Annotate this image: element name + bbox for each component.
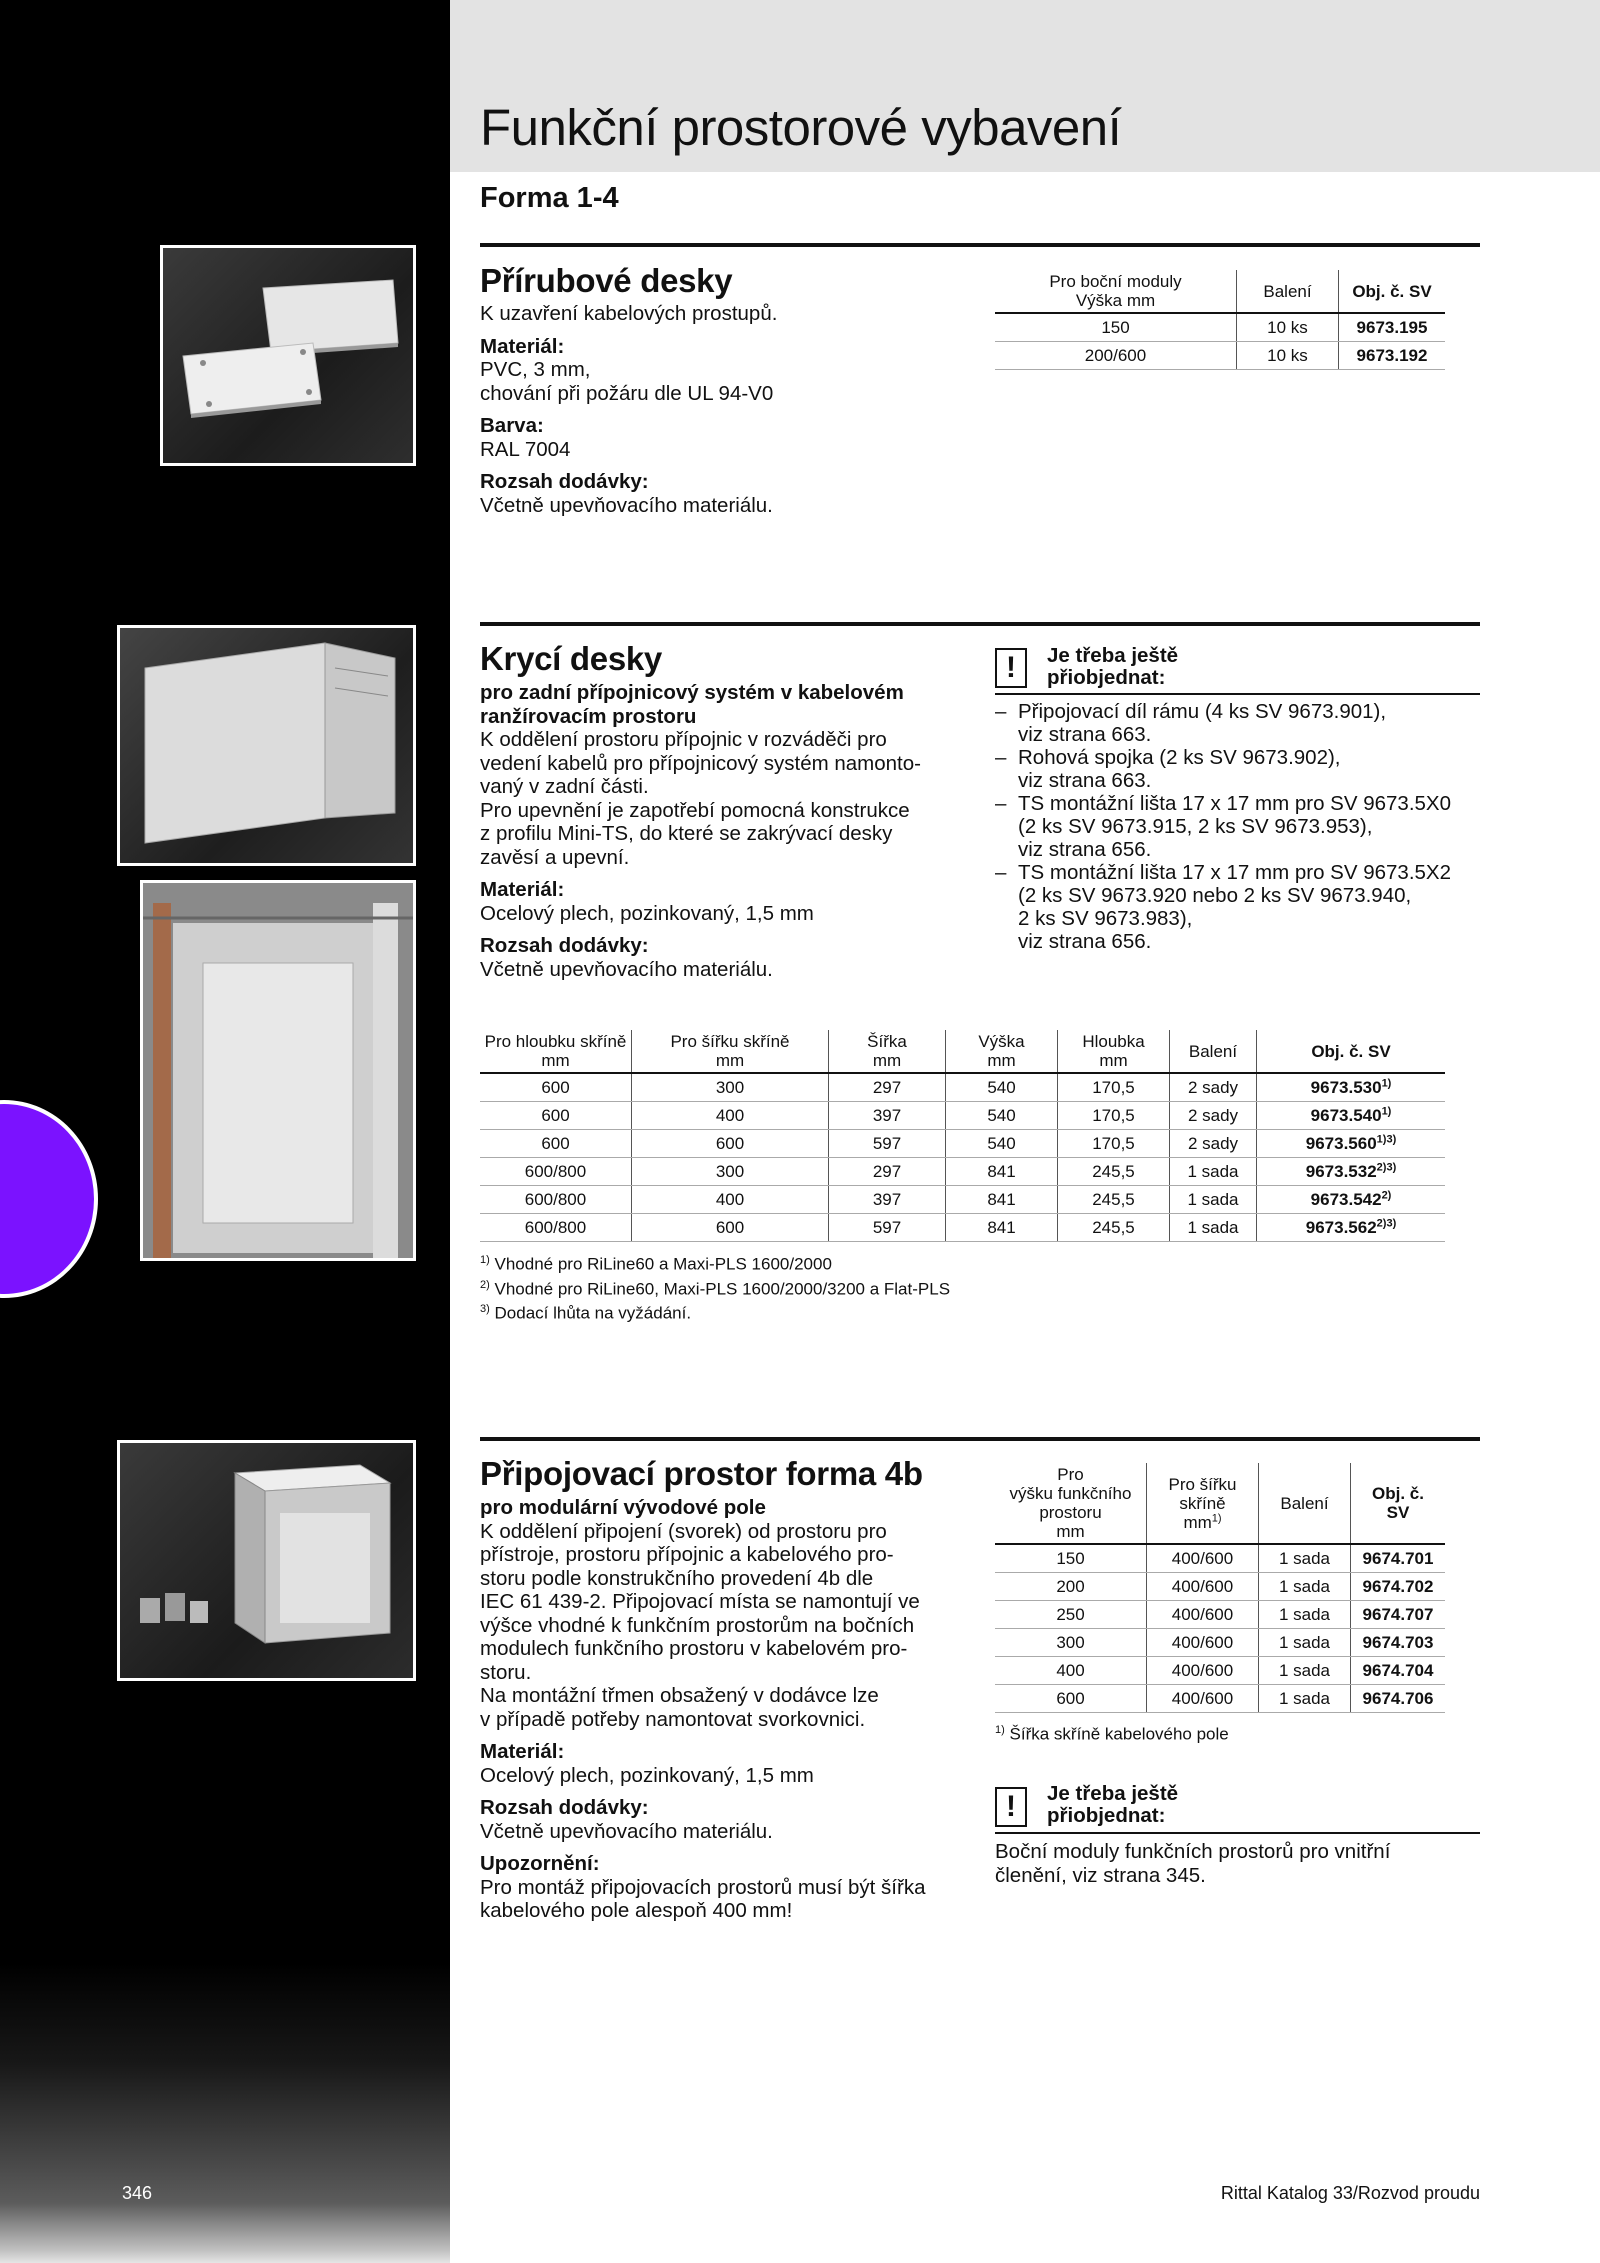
connection-compartment-title: Připojovací prostor forma 4b	[480, 1455, 923, 1492]
connection-compartment-photo	[117, 1440, 416, 1681]
table-cell: 400	[632, 1186, 829, 1214]
table-cell: 9673.540$^{1)}$	[1257, 1102, 1446, 1130]
enclosure-interior-image	[143, 883, 413, 1258]
flange-plates-image	[163, 248, 413, 463]
intro-text: K uzavření kabelových prostupů.	[480, 302, 778, 325]
table-cell: 1 sada	[1170, 1158, 1257, 1186]
table-cell: 1 sada	[1259, 1629, 1351, 1657]
notice-text: Pro montáž připojovacích prostorů musí být šířka	[480, 1875, 926, 1899]
table-cell: 170,5	[1058, 1130, 1170, 1158]
section-divider	[480, 1437, 1480, 1441]
table-cell: 600/800	[480, 1158, 632, 1186]
table-cell: 841	[946, 1214, 1058, 1242]
table-row	[480, 1186, 1445, 1214]
table-cell: 600	[480, 1102, 632, 1130]
table-cell: 1 sada	[1259, 1657, 1351, 1685]
supply-value: Včetně upevňovacího materiálu.	[480, 493, 773, 517]
list-item: – Rohová spojka (2 ks SV 9673.902), viz strana 663.	[995, 746, 1495, 792]
table-row	[995, 1657, 1445, 1685]
table-row	[480, 1073, 1445, 1102]
warning-icon: !	[995, 648, 1027, 688]
table-cell: 300	[632, 1073, 829, 1102]
body-text: z profilu Mini-TS, do které se zakrývací desky	[480, 822, 893, 845]
table-cell: 540	[946, 1073, 1058, 1102]
material-value: PVC, 3 mm,	[480, 358, 591, 381]
cover-plates-footnotes	[480, 1250, 950, 1324]
connection-compartment-footnote: $^{1)}$ Šířka skříně kabelového pole	[995, 1724, 1229, 1744]
cover-plates-image	[120, 628, 413, 863]
table-cell: 10 ks	[1237, 342, 1339, 370]
table-cell: 1 sada	[1259, 1685, 1351, 1713]
catalog-name: Rittal Katalog 33/Rozvod proudu	[1220, 2183, 1480, 2203]
table-cell: 397	[829, 1102, 946, 1130]
table-cell: 2 sady	[1170, 1102, 1257, 1130]
table-cell: 300	[995, 1629, 1147, 1657]
material-label: Materiál:	[480, 878, 565, 901]
table-cell: 297	[829, 1158, 946, 1186]
table-cell: 9673.192	[1339, 342, 1446, 370]
table-row	[480, 1102, 1445, 1130]
body-text: vaný v zadní části.	[480, 775, 649, 798]
connection-compartment-image	[120, 1443, 413, 1678]
warning-divider	[995, 693, 1480, 695]
warning-title: Je třeba ještě přiobjednat:	[1047, 644, 1179, 689]
list-item: – Připojovací díl rámu (4 ks SV 9673.901), viz strana 663.	[995, 700, 1495, 746]
table-header: Obj. č. SV	[1257, 1030, 1446, 1073]
table-cell: 597	[829, 1214, 946, 1242]
list-item: – TS montážní lišta 17 x 17 mm pro SV 9673.5X2 (2 ks SV 9673.920 nebo 2 ks SV 9673.940, 2 ks SV 9673.983), viz strana 656.	[995, 861, 1495, 953]
table-header: Šířka mm	[829, 1030, 946, 1073]
table-cell: 540	[946, 1130, 1058, 1158]
table-cell: 400	[995, 1657, 1147, 1685]
table-cell: 170,5	[1058, 1102, 1170, 1130]
table-header: Pro šířku skříně mm	[632, 1030, 829, 1073]
footnote: $^{2)}$ Vhodné pro RiLine60, Maxi-PLS 1600/2000/3200 a Flat-PLS	[480, 1278, 951, 1299]
subtitle: pro modulární vývodové pole	[480, 1496, 766, 1519]
material-value: chování při požáru dle UL 94-V0	[480, 381, 774, 405]
table-cell: 600	[480, 1130, 632, 1158]
supply-label: Rozsah dodávky:	[480, 1796, 649, 1819]
table-cell: 9674.703	[1351, 1629, 1446, 1657]
body-text: v případě potřeby namontovat svorkovnici.	[480, 1707, 866, 1731]
page-number: 346	[122, 2183, 153, 2203]
table-cell: 400/600	[1147, 1573, 1259, 1601]
body-text: storu.	[480, 1660, 532, 1684]
material-value: Ocelový plech, pozinkovaný, 1,5 mm	[480, 901, 814, 925]
table-cell: 400/600	[1147, 1544, 1259, 1573]
supply-value: Včetně upevňovacího materiálu.	[480, 1819, 773, 1843]
table-cell: 1 sada	[1170, 1186, 1257, 1214]
notice-text: kabelového pole alespoň 400 mm!	[480, 1899, 793, 1922]
table-cell: 245,5	[1058, 1186, 1170, 1214]
footnote: $^{3)}$ Dodací lhůta na vyžádání.	[480, 1303, 692, 1323]
material-label: Materiál:	[480, 334, 565, 358]
table-row	[995, 1629, 1445, 1657]
table-cell: 9674.702	[1351, 1573, 1446, 1601]
subtitle: pro zadní přípojnicový systém v kabelovém	[480, 681, 904, 704]
warning-title: Je třeba ještě přiobjednat:	[1047, 1782, 1179, 1827]
section-divider	[480, 243, 1480, 247]
body-text: výšce vhodné k funkčním prostorům na bočních	[480, 1613, 915, 1637]
table-cell: 9673.530$^{1)}$	[1257, 1073, 1446, 1102]
color-value: RAL 7004	[480, 437, 571, 461]
table-cell: 300	[632, 1158, 829, 1186]
notice-label: Upozornění:	[480, 1852, 600, 1875]
table-cell: 600/800	[480, 1214, 632, 1242]
table-cell: $9673.532^{2)3)}$	[1257, 1158, 1446, 1186]
cover-plates-text	[480, 681, 955, 981]
table-header: Výška mm	[946, 1030, 1058, 1073]
table-cell: 397	[829, 1186, 946, 1214]
table-cell: $9673.562^{2)3)}$	[1257, 1214, 1446, 1242]
table-header: Hloubka mm	[1058, 1030, 1170, 1073]
table-cell: 600	[480, 1073, 632, 1102]
warning-divider	[995, 1832, 1480, 1834]
cover-plates-photo	[117, 625, 416, 866]
body-text: přístroje, prostoru přípojnic a kabelového pro-	[480, 1543, 894, 1566]
table-cell: 200	[995, 1573, 1147, 1601]
table-cell: 200/600	[995, 342, 1237, 370]
table-cell: 600	[632, 1130, 829, 1158]
body-text: K oddělení připojení (svorek) od prostoru pro	[480, 1519, 887, 1543]
table-cell: 1 sada	[1259, 1544, 1351, 1573]
table-row	[995, 313, 1445, 342]
material-value: Ocelový plech, pozinkovaný, 1,5 mm	[480, 1763, 814, 1787]
table-row	[480, 1214, 1445, 1242]
flange-plates-photo	[160, 245, 416, 466]
table-cell: 841	[946, 1158, 1058, 1186]
table-header: Pro šířku skříně $mm^{1)}$	[1147, 1463, 1259, 1544]
table-cell: 400	[632, 1102, 829, 1130]
body-text: vedení kabelů pro přípojnicový systém namonto-	[480, 751, 921, 775]
flange-plates-text	[480, 302, 955, 517]
table-header: Pro výšku funkčního prostoru mm	[995, 1463, 1147, 1544]
table-cell: 9673.195	[1339, 313, 1446, 342]
table-cell: 400/600	[1147, 1685, 1259, 1713]
table-cell: 600	[995, 1685, 1147, 1713]
connection-compartment-text	[480, 1496, 970, 1923]
page-subtitle: Forma 1-4	[480, 182, 619, 214]
body-text: IEC 61 439-2. Připojovací místa se namontují ve	[480, 1590, 920, 1613]
body-text: K oddělení prostoru přípojnic v rozváděči pro	[480, 728, 887, 751]
table-header: Balení	[1259, 1463, 1351, 1544]
enclosure-interior-photo	[140, 880, 416, 1261]
table-header: Obj. č. SV	[1351, 1463, 1446, 1544]
supply-label: Rozsah dodávky:	[480, 470, 649, 493]
table-row	[995, 1685, 1445, 1713]
table-row	[995, 1601, 1445, 1629]
body-text: storu podle konstrukčního provedení 4b dle	[480, 1566, 874, 1590]
page-title: Funkční prostorové vybavení	[480, 99, 1122, 156]
body-text: Pro upevnění je zapotřebí pomocná konstrukce	[480, 798, 910, 822]
connection-compartment-table	[995, 1463, 1445, 1713]
table-cell: 245,5	[1058, 1214, 1170, 1242]
table-cell: 600/800	[480, 1186, 632, 1214]
table-row	[995, 342, 1445, 370]
table-header: Balení	[1237, 270, 1339, 313]
subtitle: ranžírovacím prostoru	[480, 704, 697, 728]
table-cell: 1 sada	[1259, 1601, 1351, 1629]
table-cell: 1 sada	[1259, 1573, 1351, 1601]
table-cell: 2 sady	[1170, 1130, 1257, 1158]
warning-text: Boční moduly funkčních prostorů pro vnitřní členění, viz strana 345.	[995, 1840, 1391, 1887]
table-cell: 400/600	[1147, 1629, 1259, 1657]
table-cell: $9673.560^{1)3)}$	[1257, 1130, 1446, 1158]
supply-value: Včetně upevňovacího materiálu.	[480, 957, 773, 981]
table-cell: 540	[946, 1102, 1058, 1130]
table-cell: 170,5	[1058, 1073, 1170, 1102]
cover-plates-title: Krycí desky	[480, 640, 662, 677]
table-header: Balení	[1170, 1030, 1257, 1073]
order-list	[995, 700, 1495, 953]
supply-label: Rozsah dodávky:	[480, 934, 649, 957]
table-row	[480, 1158, 1445, 1186]
flange-plates-table	[995, 270, 1445, 370]
table-cell: 9674.706	[1351, 1685, 1446, 1713]
sidebar-glow	[0, 1963, 450, 2263]
table-row	[995, 1573, 1445, 1601]
table-cell: 400/600	[1147, 1657, 1259, 1685]
material-label: Materiál:	[480, 1740, 565, 1763]
color-label: Barva:	[480, 414, 544, 437]
body-text: Na montážní třmen obsažený v dodávce lze	[480, 1684, 879, 1707]
table-cell: 400/600	[1147, 1601, 1259, 1629]
body-text: zavěsí a upevní.	[480, 845, 630, 869]
table-cell: 1 sada	[1170, 1214, 1257, 1242]
table-cell: 245,5	[1058, 1158, 1170, 1186]
flange-plates-title: Přírubové desky	[480, 262, 733, 299]
table-cell: 150	[995, 1544, 1147, 1573]
list-item: – TS montážní lišta 17 x 17 mm pro SV 9673.5X0 (2 ks SV 9673.915, 2 ks SV 9673.953), viz strana 656.	[995, 792, 1495, 861]
warning-icon: !	[995, 1787, 1027, 1827]
table-cell: 9674.704	[1351, 1657, 1446, 1685]
body-text: modulech funkčního prostoru v kabelovém pro-	[480, 1637, 908, 1660]
table-cell: 150	[995, 313, 1237, 342]
table-row	[995, 1544, 1445, 1573]
table-cell: 297	[829, 1073, 946, 1102]
table-cell: 2 sady	[1170, 1073, 1257, 1102]
table-cell: 841	[946, 1186, 1058, 1214]
table-header: Obj. č. SV	[1339, 270, 1446, 313]
table-row	[480, 1130, 1445, 1158]
table-header: Pro hloubku skříně mm	[480, 1030, 632, 1073]
table-cell: 600	[632, 1214, 829, 1242]
table-cell: 9674.707	[1351, 1601, 1446, 1629]
table-cell: 9673.542$^{2)}$	[1257, 1186, 1446, 1214]
section-divider	[480, 622, 1480, 626]
table-cell: 597	[829, 1130, 946, 1158]
cover-plates-table	[480, 1030, 1445, 1242]
table-cell: 250	[995, 1601, 1147, 1629]
table-cell: 10 ks	[1237, 313, 1339, 342]
table-header: Pro boční moduly Výška mm	[995, 270, 1237, 313]
footnote: $^{1)}$ Vhodné pro RiLine60 a Maxi-PLS 1600/2000	[480, 1254, 832, 1274]
table-cell: 9674.701	[1351, 1544, 1446, 1573]
